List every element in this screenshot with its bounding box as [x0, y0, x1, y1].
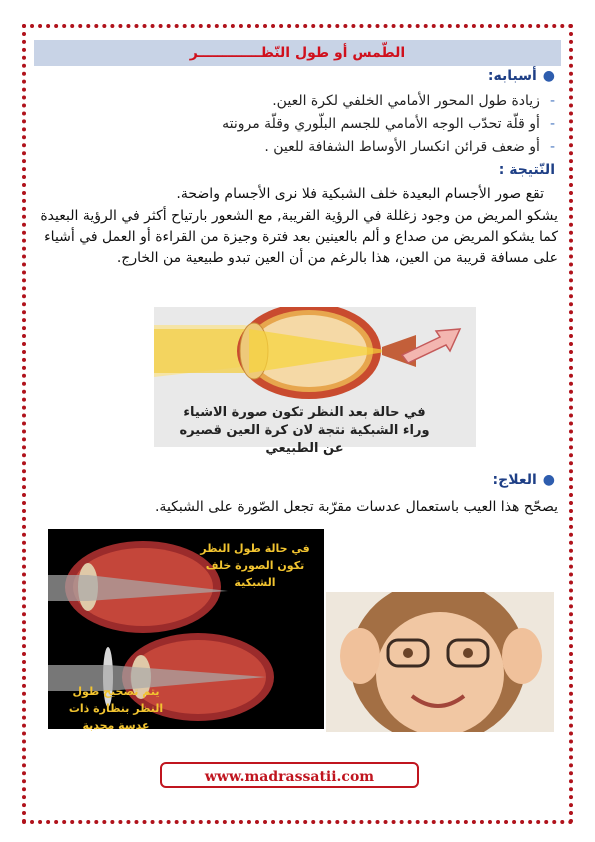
result-heading: النّتيجة :	[498, 162, 555, 178]
list-item: -زيادة طول المحور الأمامي الخلفي لكرة العين.	[272, 93, 555, 109]
bullet-icon: ●	[542, 472, 555, 488]
diagram-text-top: في حالة طول النظر تكون الصورة خلف الشبكية	[200, 542, 310, 589]
page-title: الطّمس أو طول النّظـــــــــــــر	[34, 40, 561, 66]
bullet-icon: ●	[542, 68, 555, 84]
result-paragraph: يشكو المريض من وجود زغللة في الرؤية القريبة, مع الشعور بارتياح أكثر في الرؤية البعيدة كما يشكو المريض من صداع و ألم بالعينين بعد فترة وجيزة من القراءة أو العمل في أشياء على مسافة قريبة من العين، هذا بالرغم من أن العين تبدو طبيعية من الخارج.	[40, 208, 558, 266]
child-with-glasses-photo	[326, 592, 554, 732]
causes-list	[35, 90, 555, 159]
treatment-text: يصحّح هذا العيب باستعمال عدسات مقرّبة تجعل الصّورة على الشبكية.	[154, 499, 558, 515]
list-item: -أو ضعف قرائن انكسار الأوساط الشفافة للعين .	[264, 139, 555, 155]
causes-heading: ●أسبابه:	[487, 68, 555, 84]
eye-caption: في حالة بعد النظر تكون صورة الاشياء وراء الشبكية نتجة لان كرة العين قصيره عن الطبيعي	[179, 405, 430, 456]
website-link[interactable]: www.madrassatii.com	[160, 762, 419, 788]
treatment-heading: ●العلاج:	[492, 472, 555, 488]
diagram-text-bottom: يتم تصحيح طول النظر بنظارة ذات عدسة محدبة	[68, 685, 164, 732]
result-line: تقع صور الأجسام البعيدة خلف الشبكية فلا نرى الأجسام واضحة.	[176, 186, 544, 202]
list-item: -أو قلّة تحدّب الوجه الأمامي للجسم البلّوري وقلّة مرونته	[222, 116, 555, 132]
